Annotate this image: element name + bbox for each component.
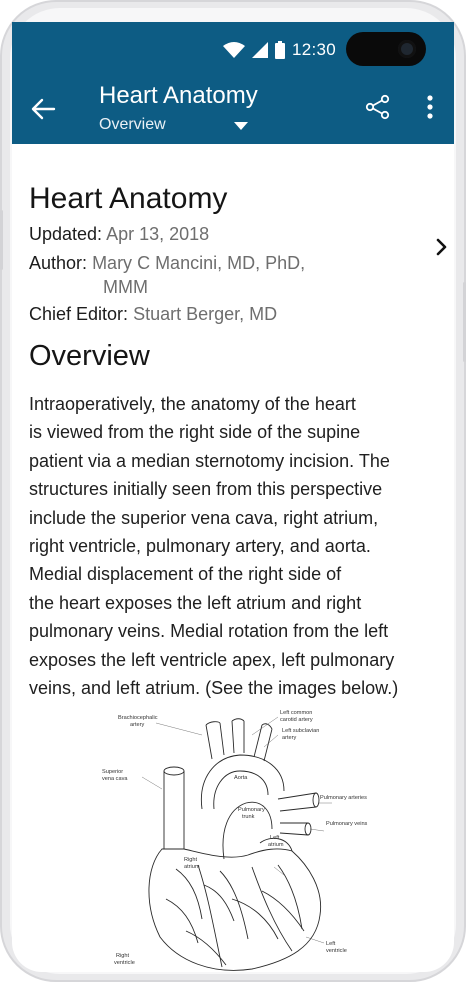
paragraph-line: include the superior vena cava, right atrium, (29, 507, 379, 528)
app-bar (12, 78, 454, 144)
back-arrow-icon[interactable] (30, 96, 56, 122)
updated-row (29, 222, 209, 246)
figure-label: Left (326, 941, 336, 947)
figure-label: ventricle (114, 960, 135, 966)
figure-label: Aorta (234, 775, 248, 781)
figure-label: artery (282, 735, 297, 741)
status-icons (223, 39, 336, 61)
author-label: Author: (29, 253, 88, 273)
figure-label: atrium (268, 842, 284, 848)
figure-label: Pulmonary arteries (320, 795, 367, 801)
side-button-left (0, 210, 3, 270)
share-icon[interactable] (365, 94, 391, 120)
overview-paragraph (29, 390, 449, 702)
chief-editor-row (29, 302, 277, 326)
status-time: 12:30 (291, 40, 336, 59)
figure-label: artery (130, 722, 145, 728)
figure-label: Pulmonary (238, 807, 265, 813)
paragraph-line: pulmonary veins. Medial rotation from the left (29, 621, 389, 642)
paragraph-line: structures initially seen from this perspective (29, 479, 383, 500)
paragraph-line: patient via a median sternotomy incision. The (29, 450, 390, 471)
figure-label: Right (184, 857, 198, 863)
figure-label: Pulmonary veins (326, 821, 368, 827)
figure-label: atrium (184, 864, 200, 870)
figure-label: Left (270, 835, 280, 841)
section-selector[interactable] (99, 114, 166, 136)
chief-editor-label: Chief Editor: (29, 304, 129, 324)
paragraph-line: is viewed from the right side of the supine (29, 422, 361, 443)
figure-label: Superior (102, 769, 124, 775)
battery-icon (275, 41, 285, 59)
app-title: Heart Anatomy (99, 82, 258, 109)
author-value: Mary C Mancini, MD, PhD, (92, 253, 306, 273)
signal-icon (252, 42, 268, 58)
camera-cutout (346, 32, 426, 66)
author-row[interactable] (29, 251, 305, 275)
figure-label: carotid artery (280, 717, 313, 723)
paragraph-line: right ventricle, pulmonary artery, and aorta. (29, 536, 371, 557)
screen (12, 22, 454, 972)
updated-label: Updated: (29, 224, 103, 244)
section-selector-label: Overview (99, 116, 166, 133)
figure-label: vena cava (102, 776, 128, 782)
figure-label: Brachiocephalic (118, 715, 158, 721)
status-bar (12, 22, 454, 78)
overview-heading: Overview (29, 340, 150, 372)
article-title: Heart Anatomy (29, 182, 228, 215)
heart-anatomy-illustration[interactable] (102, 699, 368, 975)
figure-label: Left common (280, 710, 313, 716)
chevron-right-icon[interactable] (436, 238, 448, 256)
paragraph-line: Intraoperatively, the anatomy of the heart (29, 394, 356, 414)
author-value-continued: MMM (103, 277, 148, 297)
camera-lens (398, 40, 416, 58)
paragraph-line: exposes the left ventricle apex, left pulmonary (29, 649, 395, 670)
more-vertical-icon[interactable] (420, 94, 440, 120)
wifi-icon (223, 42, 245, 58)
chief-editor-value: Stuart Berger, MD (133, 304, 278, 324)
paragraph-line: Medial displacement of the right side of (29, 564, 342, 585)
updated-value: Apr 13, 2018 (106, 224, 210, 244)
chevron-down-icon (234, 122, 248, 130)
figure-label: Left subclavian (282, 728, 320, 734)
paragraph-line: veins, and left atrium. (See the images below.) (29, 678, 399, 699)
figure-label: Right (116, 953, 130, 959)
figure-label: ventricle (326, 948, 347, 954)
article-content (12, 144, 454, 972)
figure-label: trunk (242, 814, 255, 820)
paragraph-line: the heart exposes the left atrium and right (29, 592, 362, 613)
